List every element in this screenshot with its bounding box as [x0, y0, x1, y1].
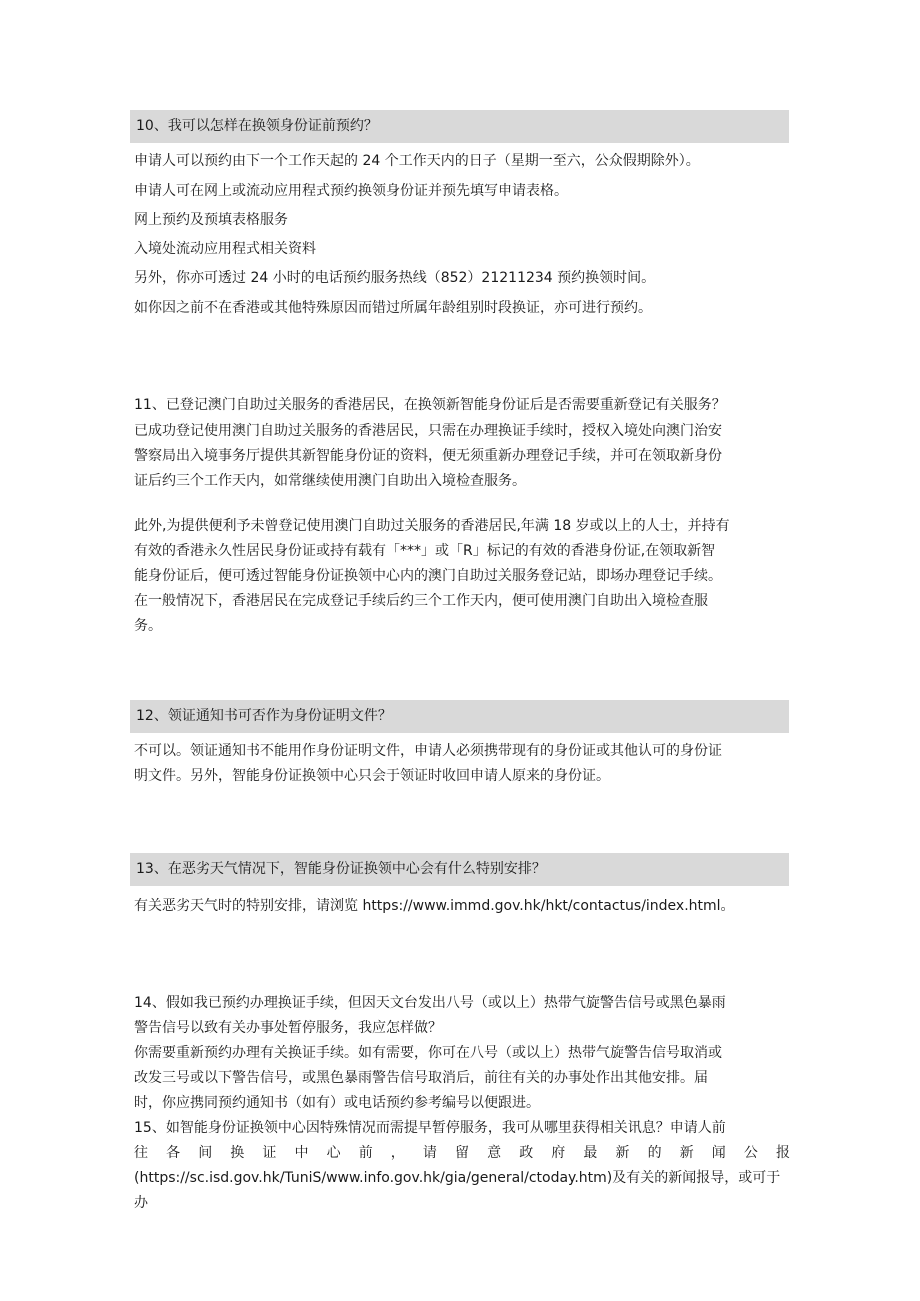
answer-12-paragraph	[134, 739, 790, 789]
answer-10-line-6: 如你因之前不在香港或其他特殊原因而错过所属年龄组别时段换证，亦可进行预约。	[134, 300, 652, 316]
question-12-bar	[130, 700, 789, 733]
answer-11-paragraph-1	[134, 419, 790, 494]
question-15-line-1: 15、如智能身份证换领中心因特殊情况而需提早暂停服务，我可从哪里获得相关讯息？申请人前	[134, 1120, 726, 1136]
question-14-line-1: 14、假如我已预约办理换证手续，但因天文台发出八号（或以上）热带气旋警告信号或黑色暴雨	[134, 995, 726, 1011]
question-15-block	[134, 1116, 790, 1216]
question-13-bar	[130, 853, 789, 886]
answer-11-p1-line-1: 已成功登记使用澳门自助过关服务的香港居民，只需在办理换证手续时，授权入境处向澳门治安	[134, 423, 722, 439]
answer-11-p2-line-5: 务。	[134, 618, 162, 634]
question-15-line-3: (https://sc.isd.gov.hk/TuniS/www.info.gov.hk/gia/general/ctoday.htm)及有关的新闻报导，或可于办	[134, 1170, 781, 1211]
answer-11-p2-line-4: 在一般情况下，香港居民在完成登记手续后约三个工作天内，便可使用澳门自助出入境检查服	[134, 593, 708, 609]
online-booking-link[interactable]: 网上预约及预填表格服务	[134, 212, 288, 228]
answer-14-line-3: 时，你应携同预约通知书（如有）或电话预约参考编号以便跟进。	[134, 1095, 540, 1111]
answer-11-p2-line-3: 能身份证后，便可透过智能身份证换领中心内的澳门自助过关服务登记站，即场办理登记手续。	[134, 568, 722, 584]
answer-11-p1-line-2: 警察局出入境事务厅提供其新智能身份证的资料，便无须重新办理登记手续，并可在领取新身份	[134, 448, 722, 464]
answer-11-p2-line-2: 有效的香港永久性居民身份证或持有载有「***」或「R」标记的有效的香港身份证,在领取新智	[134, 543, 716, 559]
answer-10-line-1: 申请人可以预约由下一个工作天起的 24 个工作天内的日子（星期一至六，公众假期除外）。	[134, 153, 700, 169]
question-15-line-2: 往 各 间 换 证 中 心 前 ， 请 留 意 政 府 最 新 的 新 闻 公 报	[134, 1145, 790, 1161]
answer-12-line-1: 不可以。领证通知书不能用作身份证明文件，申请人必须携带现有的身份证或其他认可的身份证	[134, 743, 722, 759]
answer-11-paragraph-2	[134, 514, 790, 639]
answer-11-p1-line-3: 证后约三个工作天内，如常继续使用澳门自助出入境检查服务。	[134, 473, 526, 489]
answer-11-p2-line-1: 此外,为提供便利予未曾登记使用澳门自助过关服务的香港居民,年满 18 岁或以上的人士，并持有	[134, 518, 730, 534]
question-11-text: 11、已登记澳门自助过关服务的香港居民，在换领新智能身份证后是否需要重新登记有关服务？	[134, 397, 726, 413]
answer-10-line-2: 申请人可在网上或流动应用程式预约换领身份证并预先填写申请表格。	[134, 183, 568, 199]
answer-13-line-1: 有关恶劣天气时的特别安排，请浏览 https://www.immd.gov.hk/hkt/contactus/index.html。	[134, 898, 735, 914]
answer-14-line-1: 你需要重新预约办理有关换证手续。如有需要，你可在八号（或以上）热带气旋警告信号取消或	[134, 1045, 722, 1061]
answer-12-line-2: 明文件。另外，智能身份证换领中心只会于领证时收回申请人原来的身份证。	[134, 768, 610, 784]
question-10-bar	[130, 110, 789, 143]
question-10-text: 10、我可以怎样在换领身份证前预约？	[136, 118, 378, 134]
answer-10-line-5: 另外，你亦可透过 24 小时的电话预约服务热线（852）21211234 预约换领时间。	[134, 270, 656, 286]
question-14-line-2: 警告信号以致有关办事处暂停服务，我应怎样做？	[134, 1020, 442, 1036]
question-14-block	[134, 991, 790, 1116]
question-12-text: 12、领证通知书可否作为身份证明文件？	[136, 708, 392, 724]
answer-14-line-2: 改发三号或以下警告信号，或黑色暴雨警告信号取消后，前往有关的办事处作出其他安排。届	[134, 1070, 708, 1086]
question-13-text: 13、在恶劣天气情况下，智能身份证换领中心会有什么特别安排？	[136, 861, 546, 877]
mobile-app-info-link[interactable]: 入境处流动应用程式相关资料	[134, 241, 316, 257]
